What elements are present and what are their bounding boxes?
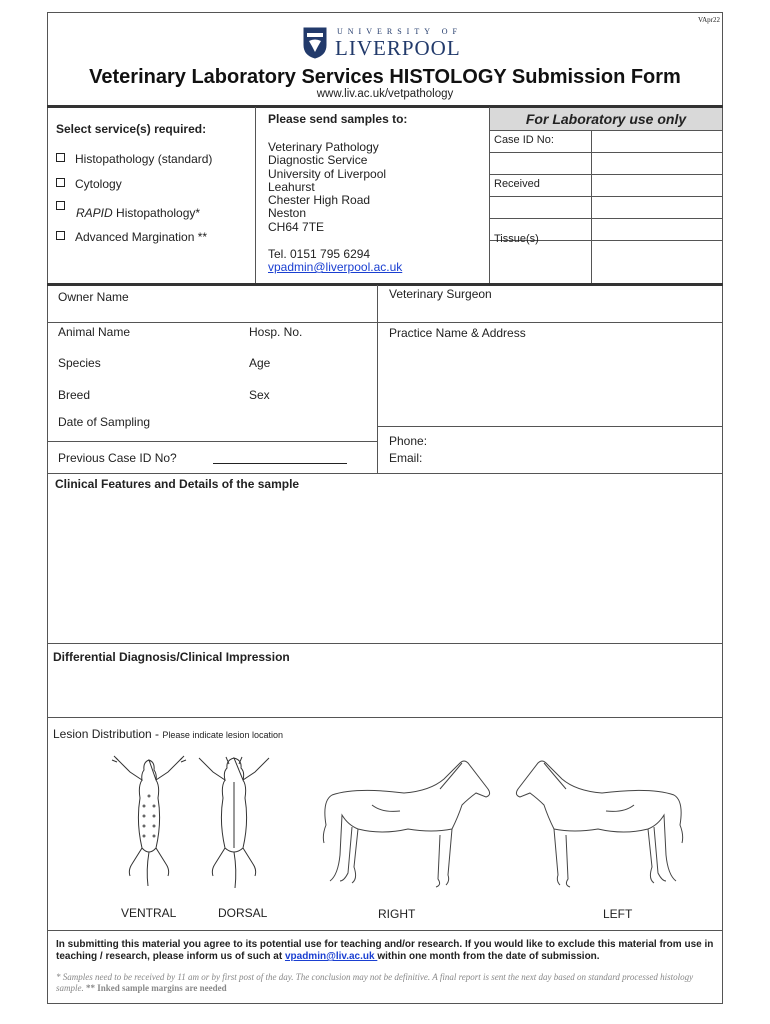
email-label: Email: [389, 451, 423, 465]
date-sampling-label: Date of Sampling [58, 415, 151, 429]
horse-left-diagram[interactable] [508, 755, 694, 895]
rapid-histopathology-label [76, 206, 200, 220]
address-line: Leahurst [268, 179, 315, 194]
lesion-heading-text: Lesion Distribution - [53, 727, 163, 741]
practice-label: Practice Name & Address [389, 326, 526, 340]
lesion-heading [53, 727, 283, 741]
hosp-no-label: Hosp. No. [249, 325, 303, 339]
divider [377, 285, 378, 473]
ventral-label: VENTRAL [121, 906, 177, 920]
divider [255, 107, 256, 283]
vet-surgeon-label: Veterinary Surgeon [389, 287, 492, 301]
consent-email-link[interactable]: vpadmin@liv.ac.uk [284, 951, 378, 962]
cytology-label: Cytology [75, 177, 122, 191]
case-id-label: Case ID No: [494, 134, 554, 146]
university-of-text: UNIVERSITY OF [337, 27, 462, 36]
dorsal-label: DORSAL [218, 906, 268, 920]
footnote-text-1: * Samples need to be received by 11 am or by first post of the day. The conclusion may not be definitive. A final report is sent the next day based on standard processed histology sample. [56, 972, 694, 993]
footnote [56, 972, 716, 994]
divider [47, 441, 377, 442]
consent-text-2: within one month from the date of submission. [377, 951, 600, 962]
address-line: Diagnostic Service [268, 153, 368, 168]
rapid-histopathology-checkbox[interactable] [56, 201, 65, 210]
owner-name-label: Owner Name [58, 290, 129, 304]
services-heading: Select service(s) required: [56, 122, 207, 136]
address-line: Veterinary Pathology [268, 140, 379, 154]
received-label: Received [494, 178, 540, 190]
advanced-margination-label: Advanced Margination ** [75, 230, 208, 244]
left-label: LEFT [603, 907, 633, 921]
horse-right-diagram[interactable] [312, 755, 498, 895]
divider [489, 218, 722, 219]
cytology-checkbox[interactable] [56, 178, 65, 187]
divider [47, 643, 723, 644]
dog-dorsal-diagram[interactable] [193, 752, 275, 892]
divider [489, 174, 722, 175]
form-version: VApr22 [697, 16, 720, 24]
address-line: CH64 7TE [268, 219, 325, 234]
sex-label: Sex [249, 388, 270, 402]
right-label: RIGHT [378, 907, 416, 921]
previous-case-input[interactable] [213, 463, 347, 464]
lab-telephone: Tel. 0151 795 6294 [268, 247, 371, 261]
divider [489, 152, 722, 153]
rapid-label-text: Histopathology* [112, 206, 201, 220]
histopathology-checkbox[interactable] [56, 153, 65, 162]
divider [47, 717, 723, 718]
form-title: Veterinary Laboratory Services HISTOLOGY Submission Form [89, 66, 681, 88]
address-line: Neston [268, 206, 307, 221]
footnote-text-2: ** Inked sample margins are needed [86, 983, 227, 993]
divider [489, 196, 722, 197]
lab-address [268, 141, 386, 234]
differential-heading: Differential Diagnosis/Clinical Impression [53, 650, 290, 664]
lesion-subheading: Please indicate lesion location [162, 730, 283, 740]
section-divider [47, 283, 723, 286]
divider [489, 130, 722, 131]
previous-case-label: Previous Case ID No? [58, 451, 177, 465]
consent-text-1: In submitting this material you agree to its potential use for teaching and/or research. If you would like to exclude this material from use in teaching / research, please inform us of such at [56, 939, 714, 962]
advanced-margination-checkbox[interactable] [56, 231, 65, 240]
divider [377, 426, 723, 427]
lab-email-link[interactable]: vpadmin@liverpool.ac.uk [268, 260, 403, 274]
address-line: Chester High Road [268, 193, 371, 208]
address-line: University of Liverpool [268, 166, 387, 181]
dog-ventral-diagram[interactable] [108, 752, 190, 892]
divider [47, 473, 723, 474]
histopathology-label: Histopathology (standard) [75, 152, 213, 166]
university-name: LIVERPOOL [335, 36, 461, 60]
breed-label: Breed [58, 388, 91, 402]
clinical-heading: Clinical Features and Details of the sample [55, 477, 300, 491]
phone-label: Phone: [389, 434, 428, 448]
lab-use-heading: For Laboratory use only [490, 108, 722, 130]
animal-name-label: Animal Name [58, 325, 131, 339]
rapid-text: RAPID [76, 206, 113, 220]
species-label: Species [58, 356, 101, 370]
divider [47, 322, 377, 323]
consent-statement [56, 939, 716, 963]
tissues-label: Tissue(s) [494, 233, 539, 245]
divider [47, 930, 723, 931]
send-heading: Please send samples to: [268, 112, 408, 126]
website-url[interactable]: www.liv.ac.uk/vetpathology [316, 88, 454, 100]
divider [377, 322, 723, 323]
divider [489, 107, 490, 283]
age-label: Age [249, 356, 271, 370]
